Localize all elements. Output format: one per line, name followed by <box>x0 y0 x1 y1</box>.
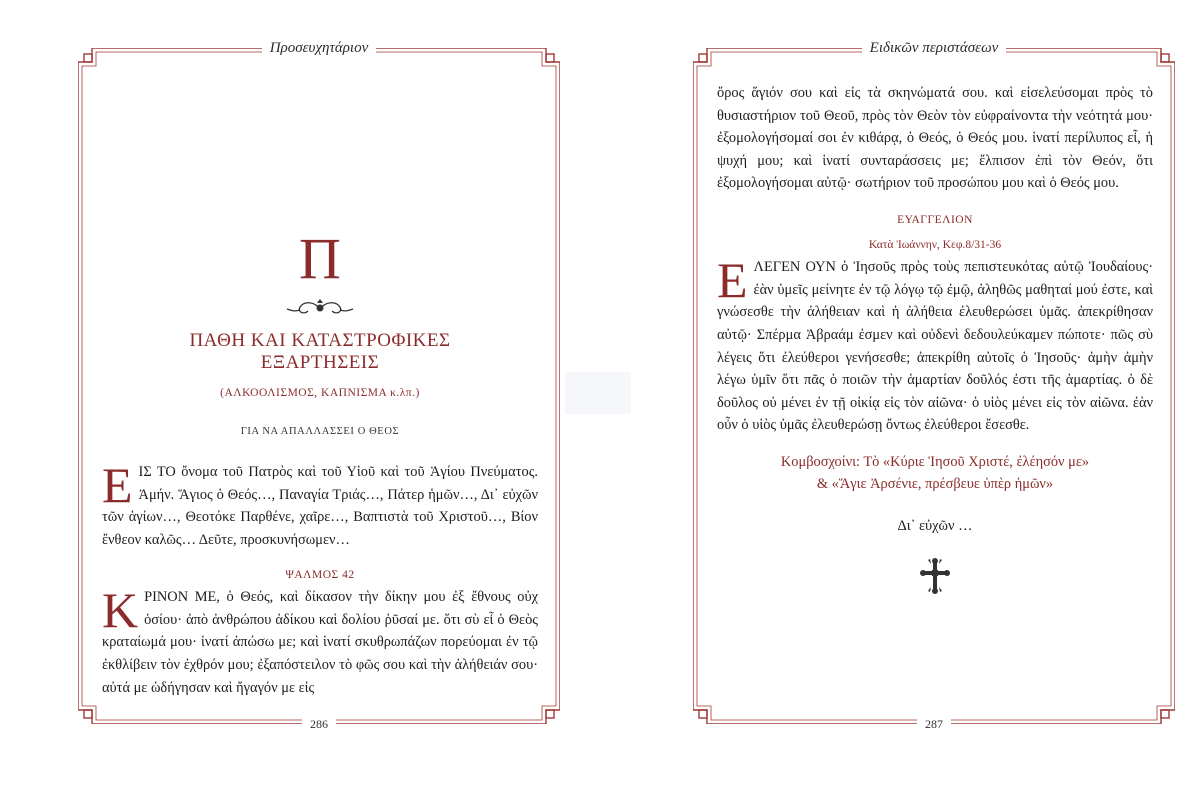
gospel-text-block <box>717 252 1153 437</box>
komvoschoini-instruction: Κομβοσχοίνι: Τὸ «Κύριε Ἰησοῦ Χριστέ, ἐλέησόν με» & «Ἅγιε Ἀρσένιε, πρέσβευε ὑπὲρ ἡμῶν» <box>780 453 1090 492</box>
psalm-heading: ΨΑΛΜΟΣ 42 <box>285 568 355 581</box>
psalm-text-block <box>102 582 538 699</box>
dropcap: Ε <box>102 457 133 514</box>
chapter-caption: ΓΙΑ ΝΑ ΑΠΑΛΛΑΣΣΕΙ Ο ΘΕΟΣ <box>240 425 400 437</box>
gospel-text: ΛΕΓΕΝ ΟΥΝ ὁ Ἰησοῦς πρὸς τοὺς πεπιστευκότας αὐτῷ Ἰουδαίους· ἐὰν ὑμεῖς μείνητε ἐν τῷ λόγῳ τῷ ἐμῷ, ἀληθῶς μαθηταί μού ἐστε, καὶ γνώσεσθε τὴν ἀλήθειαν καὶ ἡ ἀλήθεια ἐλευθερώσει ὑμᾶς. ἀπεκρίθησαν αὐτῷ· Σπέρμα Ἀβραάμ ἐσμεν καὶ οὐδενὶ δεδουλεύκαμεν πώποτε· πῶς σὺ λέγεις ὅτι ἐλεύθεροι γενήσεσθε; ἀπεκρίθη αὐτοῖς ὁ Ἰησοῦς· ἀμὴν ἀμὴν λέγω ὑμῖν ὅτι πᾶς ὁ ποιῶν τὴν ἁμαρτίαν δοῦλός ἐστι τῆς ἁμαρτίας. ὁ δὲ δοῦλος οὐ μένει ἐν τῇ οἰκίᾳ εἰς τὸν αἰῶνα· ὁ υἱὸς μένει εἰς τὸν αἰῶνα. ἐὰν οὖν ὁ υἱὸς ὑμᾶς ἐλευθερώσῃ ὄντως ἐλεύθεροι ἔσεσθε. <box>717 259 1153 434</box>
gospel-heading: ΕΥΑΓΓΕΛΙΟΝ <box>897 213 973 226</box>
right-page-content <box>717 82 1153 700</box>
running-head: Ειδικῶν περιστάσεων <box>693 40 1175 57</box>
dropcap: Κ <box>102 582 139 639</box>
left-page-content <box>102 88 538 700</box>
chapter-title: ΠΑΘΗ ΚΑΙ ΚΑΤΑΣΤΡΟΦΙΚΕΣ ΕΞΑΡΤΗΣΕΙΣ <box>189 330 451 373</box>
left-page <box>78 40 560 731</box>
psalm-text: ΡΙΝΟΝ ΜΕ, ὁ Θεός, καὶ δίκασον τὴν δίκην μου ἐξ ἔθνους οὐχ ὁσίου· ἀπὸ ἀνθρώπου ἀδίκου καὶ δολίου ῥῦσαί με. ὅτι σὺ εἶ ὁ Θεὸς κραταίωμά μου· ἱνατί ἀπώσω με; καὶ ἱνατί σκυθρωπάζων πορεύομαι ἐν τῷ ἐκθλίβειν τὸν ἐχθρόν μου; ἐξαπόστειλον τὸ φῶς σου καὶ τὴν ἀλήθειάν σου· αὐτά με ὡδήγησαν καὶ ἤγαγόν με εἰς <box>102 589 538 696</box>
dropcap: Ε <box>717 252 748 309</box>
chapter-subtitle: (ΑΛΚΟΟΛΙΣΜΟΣ, ΚΑΠΝΙΣΜΑ κ.λπ.) <box>220 387 420 399</box>
opening-prayer-text: ΙΣ ΤΟ ὄνομα τοῦ Πατρὸς καὶ τοῦ Υἱοῦ καὶ τοῦ Ἁγίου Πνεύματος. Ἀμήν. Ἅγιος ὁ Θεός…, Παναγία Τριάς…, Πάτερ ἡμῶν…, Δι᾽ εὐχῶν τῶν ἁγίων…, Θεοτόκε Παρθένε, χαῖρε…, Βαπτιστὰ τοῦ Χριστοῦ…, Βίον ἔνθεον καλῶς… Δεῦτε, προσκυνήσωμεν… <box>102 464 538 548</box>
page-number: 286 <box>78 717 560 732</box>
gospel-citation: Κατὰ Ἰωάννην, Κεφ.8/31-36 <box>868 238 1002 251</box>
page-number: 287 <box>693 717 1175 732</box>
chapter-initial: Π <box>299 226 341 291</box>
byzantine-cross-icon <box>717 558 1153 602</box>
running-head: Προσευχητάριον <box>78 40 560 57</box>
scan-artifact <box>565 372 631 414</box>
psalm-continuation: ὄρος ἅγιόν σου καὶ εἰς τὰ σκηνώματά σου. καὶ εἰσελεύσομαι πρὸς τὸ θυσιαστήριον τοῦ Θεοῦ, πρὸς τὸν Θεὸν τὸν εὐφραίνοντα τὴν νεότητά μου· ἐξομολογήσομαί σοι ἐν κιθάρᾳ, ὁ Θεός, ὁ Θεός μου. ἱνατί περίλυπος εἶ, ἡ ψυχή μου; καὶ ἱνατί συνταράσσεις με; ἔλπισον ἐπὶ τὸν Θεόν, ὅτι ἐξομολογήσομαι αὐτῷ· σωτήριον τοῦ προσώπου μου καὶ ὁ Θεός μου. <box>717 85 1153 192</box>
opening-prayer <box>102 457 538 551</box>
right-page <box>693 40 1175 731</box>
ornament-flourish-icon <box>102 298 538 324</box>
closing-line: Δι᾽ εὐχῶν … <box>897 517 973 534</box>
